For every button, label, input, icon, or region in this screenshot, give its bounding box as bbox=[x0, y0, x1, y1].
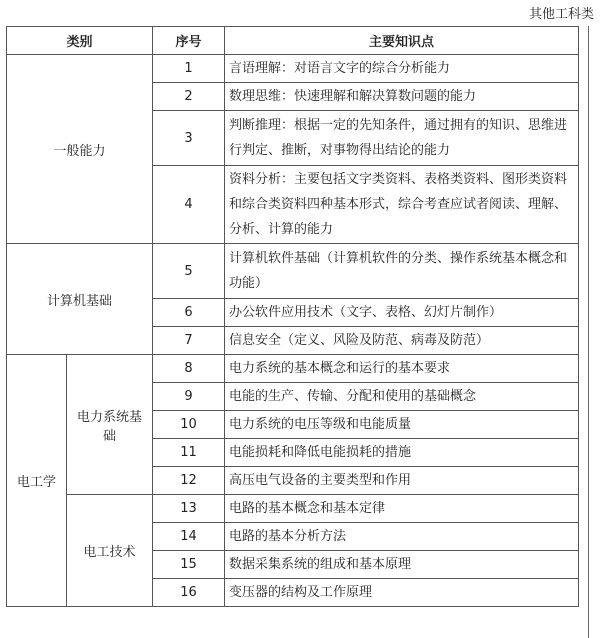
knowledge-point: 资料分析：主要包括文字类资料、表格类资料、图形类资料和综合类资料四种基本形式，综合考查应试者阅读、理解、分析、计算的能力 bbox=[225, 166, 579, 244]
category-general-ability: 一般能力 bbox=[7, 55, 153, 244]
knowledge-point: 电力系统的基本概念和运行的基本要求 bbox=[225, 355, 579, 383]
row-number: 1 bbox=[153, 55, 225, 83]
subcategory-power-system-basics: 电力系统基础 bbox=[67, 355, 153, 495]
row-number: 9 bbox=[153, 383, 225, 411]
table-row bbox=[7, 55, 579, 83]
row-number: 10 bbox=[153, 411, 225, 439]
row-number: 5 bbox=[153, 244, 225, 299]
knowledge-point: 电路的基本分析方法 bbox=[225, 523, 579, 551]
page-edge-rule bbox=[588, 26, 589, 638]
row-number: 15 bbox=[153, 551, 225, 579]
knowledge-point: 变压器的结构及工作原理 bbox=[225, 579, 579, 607]
category-corner-label: 其他工科类 bbox=[528, 7, 594, 22]
row-number: 6 bbox=[153, 299, 225, 327]
row-number: 2 bbox=[153, 83, 225, 111]
knowledge-point: 电能的生产、传输、分配和使用的基础概念 bbox=[225, 383, 579, 411]
row-number: 8 bbox=[153, 355, 225, 383]
knowledge-points-table bbox=[6, 26, 579, 607]
knowledge-point: 数理思维：快速理解和解决算数问题的能力 bbox=[225, 83, 579, 111]
knowledge-point: 电能损耗和降低电能损耗的措施 bbox=[225, 439, 579, 467]
table-row bbox=[7, 495, 579, 523]
category-computer-basics: 计算机基础 bbox=[7, 244, 153, 355]
row-number: 13 bbox=[153, 495, 225, 523]
header-knowledge-points: 主要知识点 bbox=[225, 27, 579, 55]
table-row bbox=[7, 244, 579, 299]
table-row bbox=[7, 355, 579, 383]
row-number: 11 bbox=[153, 439, 225, 467]
row-number: 14 bbox=[153, 523, 225, 551]
subcategory-electrical-technology: 电工技术 bbox=[67, 495, 153, 607]
table-header-row bbox=[7, 27, 579, 55]
knowledge-point: 信息安全（定义、风险及防范、病毒及防范） bbox=[225, 327, 579, 355]
row-number: 7 bbox=[153, 327, 225, 355]
knowledge-point: 电路的基本概念和基本定律 bbox=[225, 495, 579, 523]
row-number: 3 bbox=[153, 111, 225, 166]
row-number: 16 bbox=[153, 579, 225, 607]
knowledge-point: 办公软件应用技术（文字、表格、幻灯片制作） bbox=[225, 299, 579, 327]
knowledge-point: 数据采集系统的组成和基本原理 bbox=[225, 551, 579, 579]
knowledge-point: 判断推理：根据一定的先知条件，通过拥有的知识、思维进行判定、推断，对事物得出结论的能力 bbox=[225, 111, 579, 166]
header-number: 序号 bbox=[153, 27, 225, 55]
knowledge-point: 电力系统的电压等级和电能质量 bbox=[225, 411, 579, 439]
category-electrical-engineering: 电工学 bbox=[7, 355, 67, 607]
row-number: 12 bbox=[153, 467, 225, 495]
row-number: 4 bbox=[153, 166, 225, 244]
knowledge-point: 计算机软件基础（计算机软件的分类、操作系统基本概念和功能） bbox=[225, 244, 579, 299]
knowledge-point: 高压电气设备的主要类型和作用 bbox=[225, 467, 579, 495]
header-category: 类别 bbox=[7, 27, 153, 55]
knowledge-point: 言语理解：对语言文字的综合分析能力 bbox=[225, 55, 579, 83]
